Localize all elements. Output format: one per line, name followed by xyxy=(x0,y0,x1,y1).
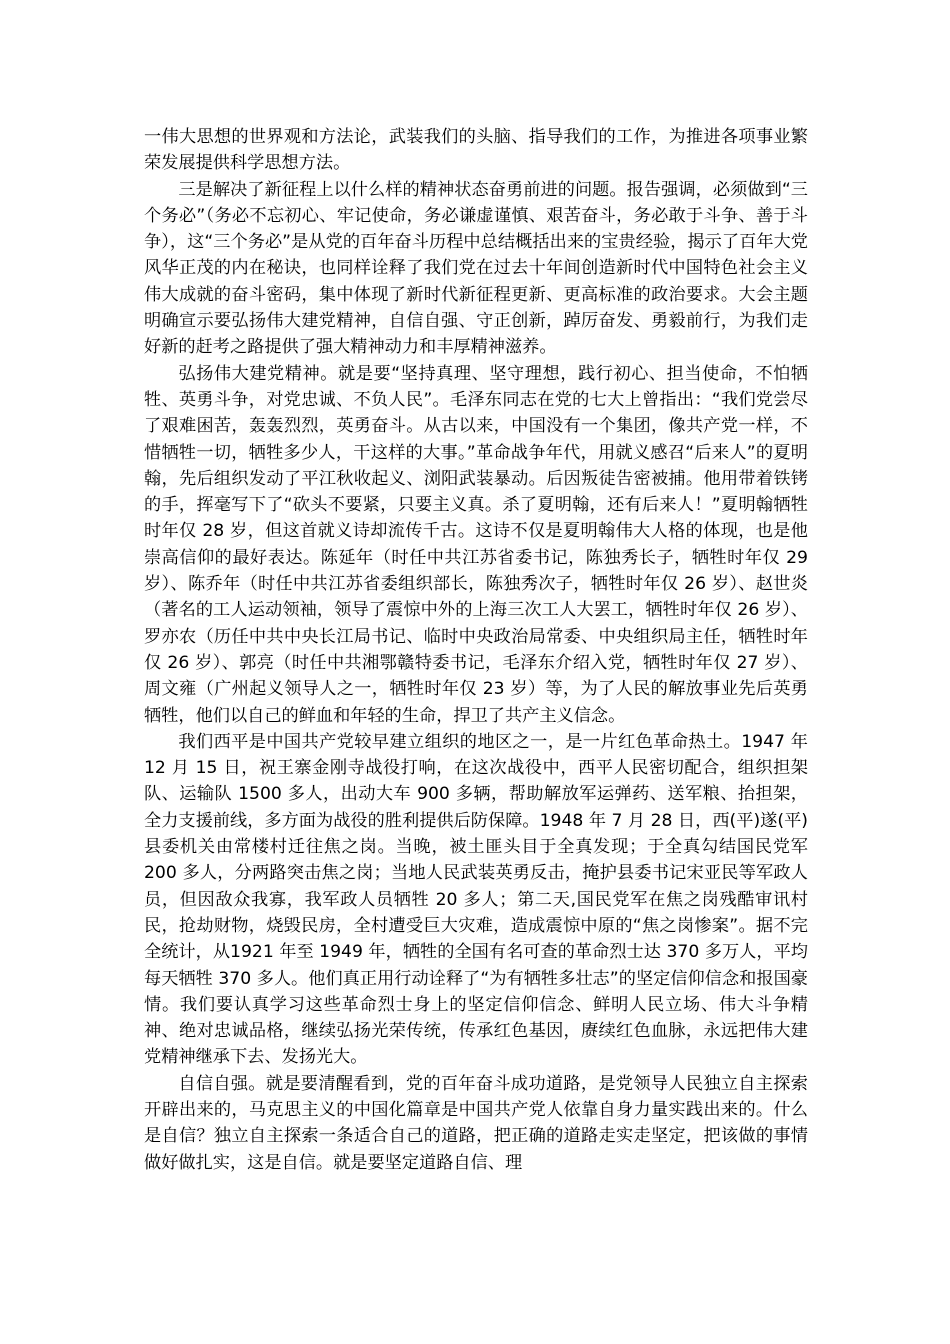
paragraph: 弘扬伟大建党精神。就是要“坚持真理、坚守理想，践行初心、担当使命，不怕牺牲、英勇斗争，对党忠诚、不负人民”。毛泽东同志在党的七大上曾指出：“我们党尝尽了艰难困苦，轰轰烈烈，英勇奋斗。从古以来，中国没有一个集团，像共产党一样，不惜牺牲一切，牺牲多少人，干这样的大事。”革命战争年代，用就义感召“后来人”的夏明翰，先后组织发动了平江秋收起义、浏阳武装暴动。后因叛徒告密被捕。他用带着铁铐的手，挥毫写下了“砍头不要紧，只要主义真。杀了夏明翰，还有后来人！”夏明翰牺牲时年仅 28 岁，但这首就义诗却流传千古。这诗不仅是夏明翰伟大人格的体现，也是他崇高信仰的最好表达。陈延年（时任中共江苏省委书记，陈独秀长子，牺牲时年仅 29 岁）、陈乔年（时任中共江苏省委组织部长，陈独秀次子，牺牲时年仅 26 岁）、赵世炎（著名的工人运动领袖，领导了震惊中外的上海三次工人大罢工，牺牲时年仅 26 岁）、罗亦农（历任中共中央长江局书记、临时中央政治局常委、中央组织局主任，牺牲时年仅 26 岁）、郭亮（时任中共湘鄂赣特委书记，毛泽东介绍入党，牺牲时年仅 27 岁）、周文雍（广州起义领导人之一，牺牲时年仅 23 岁）等，为了人民的解放事业先后英勇牺牲，他们以自己的鲜血和年轻的生命，捍卫了共产主义信念。 xyxy=(144,363,808,726)
document-body xyxy=(144,124,808,1176)
paragraph: 我们西平是中国共产党较早建立组织的地区之一，是一片红色革命热土。1947 年 12 月 15 日，祝王寨金刚寺战役打响，在这次战役中，西平人民密切配合，组织担架队、运输队 1500 多人，出动大车 900 多辆，帮助解放军运弹药、送军粮、抬担架，全力支援前线，多方面为战役的胜利提供后防保障。1948 年 7 月 28 日，西(平)遂(平)县委机关由常楼村迁往焦之岗。当晚，被土匪头目于全真发现；于全真勾结国民党军 200 多人，分两路突击焦之岗；当地人民武装英勇反击，掩护县委书记宋亚民等军政人员，但因敌众我寡，我军政人员牺牲 20 多人；第二天,国民党军在焦之岗残酷审讯村民，抢劫财物，烧毁民房，全村遭受巨大灾难，造成震惊中原的“焦之岗惨案”。据不完全统计，从1921 年至 1949 年，牺牲的全国有名可查的革命烈士达 370 多万人，平均每天牺牲 370 多人。他们真正用行动诠释了“为有牺牲多壮志”的坚定信仰信念和报国豪情。我们要认真学习这些革命烈士身上的坚定信仰信念、鲜明人民立场、伟大斗争精神、绝对忠诚品格，继续弘扬光荣传统，传承红色基因，赓续红色血脉，永远把伟大建党精神继承下去、发扬光大。 xyxy=(144,731,808,1068)
paragraph: 自信自强。就是要清醒看到，党的百年奋斗成功道路，是党领导人民独立自主探索开辟出来的，马克思主义的中国化篇章是中国共产党人依靠自身力量实践出来的。什么是自信？独立自主探索一条适合自己的道路，把正确的道路走实走坚定，把该做的事情做好做扎实，这是自信。就是要坚定道路自信、理 xyxy=(144,1073,808,1173)
paragraph-continuation: 一伟大思想的世界观和方法论，武装我们的头脑、指导我们的工作，为推进各项事业繁荣发展提供科学思想方法。 xyxy=(144,127,808,174)
paragraph: 三是解决了新征程上以什么样的精神状态奋勇前进的问题。报告强调，必须做到“三个务必”（务必不忘初心、牢记使命，务必谦虚谨慎、艰苦奋斗，务必敢于斗争、善于斗争），这“三个务必”是从党的百年奋斗历程中总结概括出来的宝贵经验，揭示了百年大党风华正茂的内在秘诀，也同样诠释了我们党在过去十年间创造新时代中国特色社会主义伟大成就的奋斗密码，集中体现了新时代新征程更新、更高标准的政治要求。大会主题明确宣示要弘扬伟大建党精神，自信自强、守正创新，踔厉奋发、勇毅前行，为我们走好新的赶考之路提供了强大精神动力和丰厚精神滋养。 xyxy=(144,179,808,358)
